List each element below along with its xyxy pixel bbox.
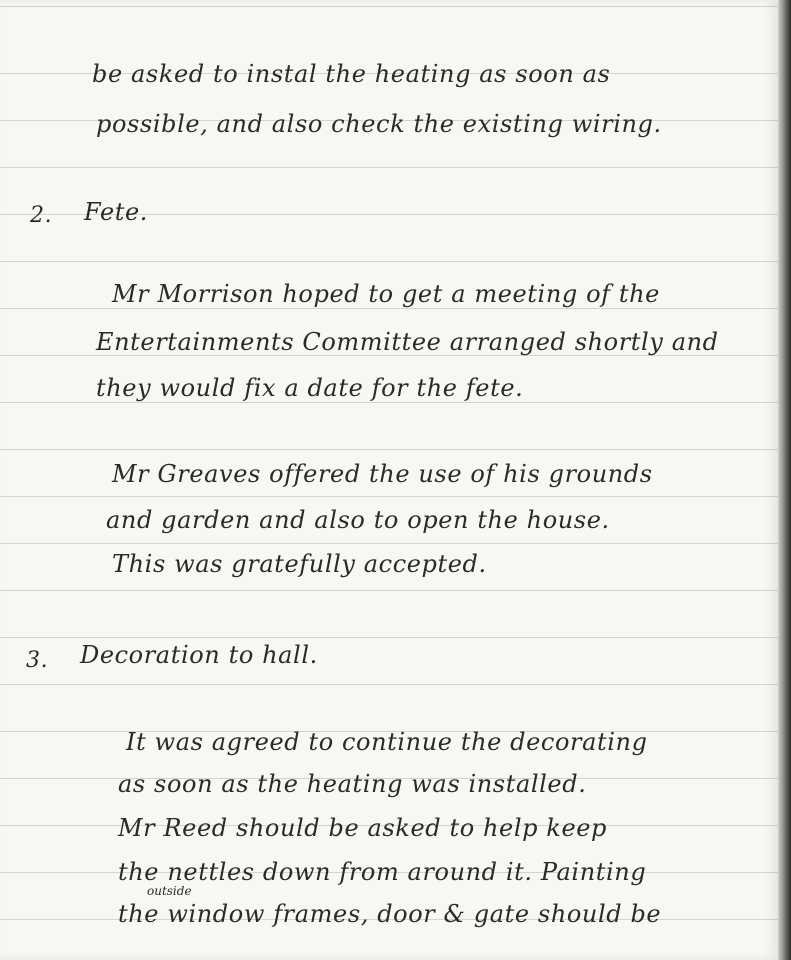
text-line-7: and garden and also to open the house. [106, 506, 610, 534]
text-line-12: the nettles down from around it. Painting [118, 858, 647, 886]
notebook-binding [778, 0, 791, 960]
text-line-9: It was agreed to continue the decorating [126, 728, 648, 756]
item-3-title: Decoration to hall. [80, 641, 318, 669]
text-line-13: the window frames, door & gate should be [118, 900, 662, 928]
text-line-11: Mr Reed should be asked to help keep [118, 814, 608, 842]
text-line-3: Mr Morrison hoped to get a meeting of the [112, 280, 660, 308]
item-2-title: Fete. [84, 198, 149, 226]
item-3-number: 3. [26, 648, 49, 673]
text-line-1: be asked to instal the heating as soon as [92, 60, 611, 88]
item-2-number: 2. [30, 203, 53, 228]
text-line-10: as soon as the heating was installed. [118, 770, 587, 798]
text-line-2: possible, and also check the existing wiring. [96, 110, 662, 138]
text-line-5: they would fix a date for the fete. [96, 374, 524, 402]
inserted-word-outside: outside [147, 884, 192, 898]
text-line-6: Mr Greaves offered the use of his grounds [112, 460, 653, 488]
text-line-4: Entertainments Committee arranged shortly and [96, 328, 719, 356]
text-line-8: This was gratefully accepted. [112, 550, 487, 578]
